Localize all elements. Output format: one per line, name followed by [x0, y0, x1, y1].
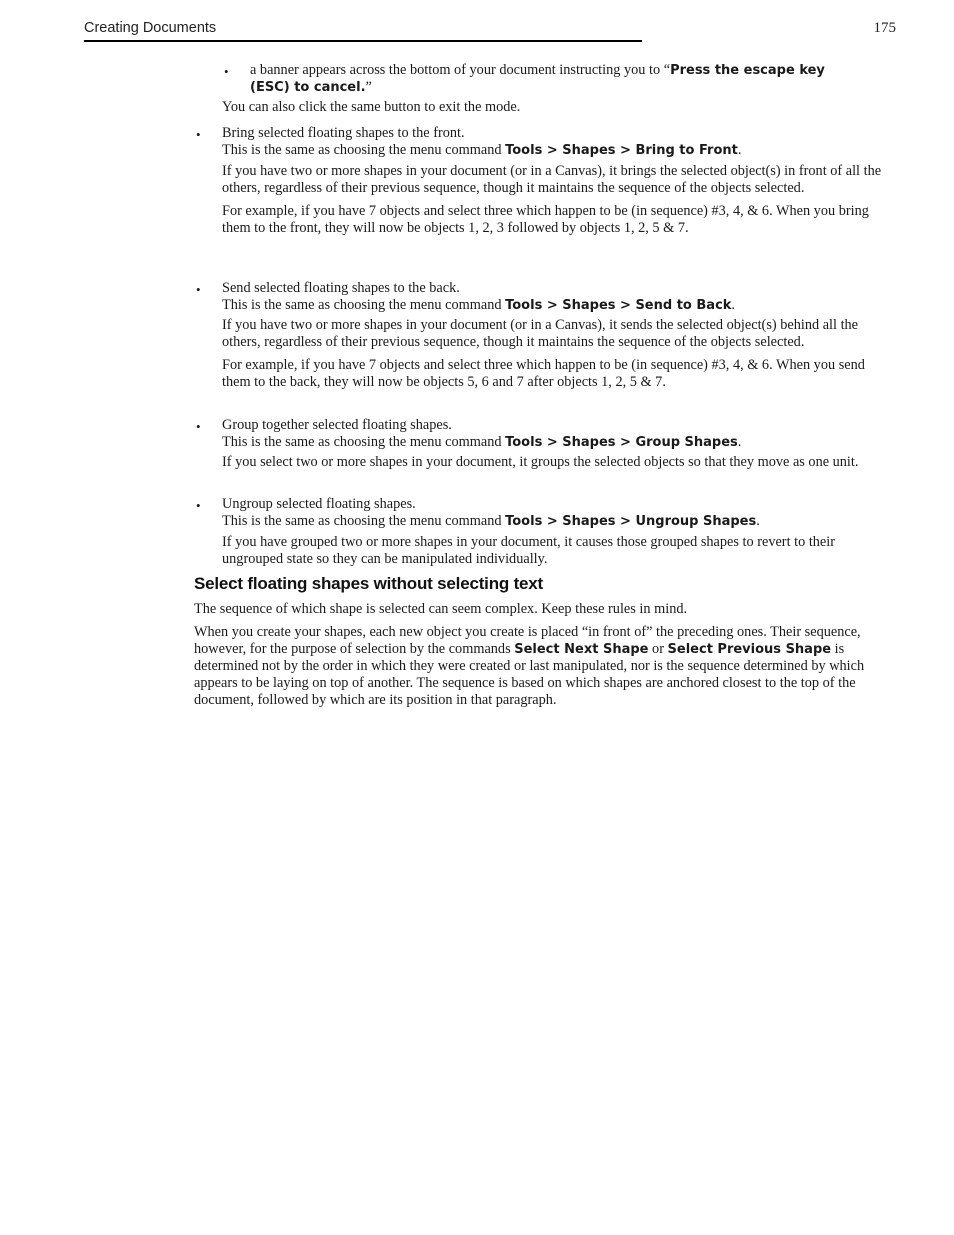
item-title: Group together selected floating shapes. [222, 417, 452, 433]
menu-command: Tools > Shapes > Group Shapes [505, 435, 738, 450]
menu-command: Tools > Shapes > Ungroup Shapes [505, 514, 757, 529]
select-previous-shape-command: Select Previous Shape [667, 642, 832, 657]
bullet-marker: • [196, 498, 201, 513]
command-end: . [737, 142, 742, 158]
section-paragraph: The sequence of which shape is selected can seem complex. Keep these rules in mind. [194, 601, 688, 617]
item-paragraph: If you have two or more shapes in your document (or in a Canvas), it brings the selected object(s) in front of all the others, regardless of their previous sequence, though it maintains the sequence of the objects selected. [222, 163, 882, 196]
list-item-bring-to-front [222, 125, 886, 237]
section-heading: Select floating shapes without selecting text [194, 574, 544, 593]
paragraph-text: is determined not by the order in which they were created or last manipulated, nor is the sequence determined by which appears to be laying on top of another. The sequence is based on which shapes are anchored closest to the top of the document, followed by which are its position in that paragraph. [194, 641, 865, 708]
item-command-line [222, 434, 886, 451]
item-command-line [222, 142, 886, 159]
list-item-send-to-back [222, 280, 886, 391]
bullet-marker: • [196, 127, 201, 142]
running-header-title: Creating Documents [84, 20, 217, 36]
item-command-line [222, 297, 886, 314]
list-item-ungroup-shapes [222, 496, 886, 568]
command-intro: This is the same as choosing the menu command [222, 142, 506, 158]
bullet-marker: • [196, 419, 201, 434]
item-title: Bring selected floating shapes to the front. [222, 125, 465, 141]
item-example: For example, if you have 7 objects and select three which happen to be (in sequence) #3, 4, & 6. When you send them to the back, they will now be objects 5, 6 and 7 after objects 1, 2, 5 & 7. [222, 357, 865, 390]
command-intro: This is the same as choosing the menu command [222, 513, 506, 529]
select-next-shape-command: Select Next Shape [514, 642, 649, 657]
header-rule [84, 40, 642, 42]
bullet-marker: • [196, 282, 201, 297]
command-end: . [756, 513, 760, 529]
paragraph-text: or [648, 641, 668, 657]
item-paragraph: If you have two or more shapes in your document (or in a Canvas), it sends the selected object(s) behind all the others, regardless of their previous sequence, though it maintains the sequence of the objects selected. [222, 317, 859, 350]
item-command-line [222, 513, 886, 530]
escape-instruction: Press the escape key (ESC) to cancel. [250, 63, 825, 95]
item-paragraph: If you have grouped two or more shapes in your document, it causes those grouped shapes to revert to their ungrouped state so they can be manipulated individually. [222, 534, 836, 567]
sub-bullet-text-start: a banner appears across the bottom of your document instructing you to “ [250, 62, 671, 78]
command-intro: This is the same as choosing the menu command [222, 434, 506, 450]
page-number: 175 [873, 20, 896, 36]
menu-command: Tools > Shapes > Send to Back [505, 298, 732, 313]
item-title: Send selected floating shapes to the back. [222, 280, 460, 296]
page-header [84, 20, 896, 42]
sub-bullet-text-end: ” [365, 79, 372, 95]
item-title: Ungroup selected floating shapes. [222, 496, 416, 512]
command-end: . [737, 434, 742, 450]
command-end: . [731, 297, 735, 313]
sub-bullet-text [250, 62, 850, 96]
section-paragraph-sequence [194, 624, 884, 709]
paragraph-text: When you create your shapes, each new object you create is placed “in front of” the preceding ones. Their sequence, however, for the purpose of selection by the commands [194, 624, 861, 657]
menu-command: Tools > Shapes > Bring to Front [505, 143, 738, 158]
list-item-group-shapes [222, 417, 886, 471]
sub-note: You can also click the same button to exit the mode. [222, 99, 521, 115]
item-example: For example, if you have 7 objects and select three which happen to be (in sequence) #3, 4, & 6. When you bring them to the front, they will now be objects 1, 2, 3 followed by objects 1, 2, 5 & 7. [222, 203, 869, 236]
item-paragraph: If you select two or more shapes in your document, it groups the selected objects so that they move as one unit. [222, 454, 859, 470]
bullet-marker: • [224, 64, 229, 79]
command-intro: This is the same as choosing the menu command [222, 297, 506, 313]
